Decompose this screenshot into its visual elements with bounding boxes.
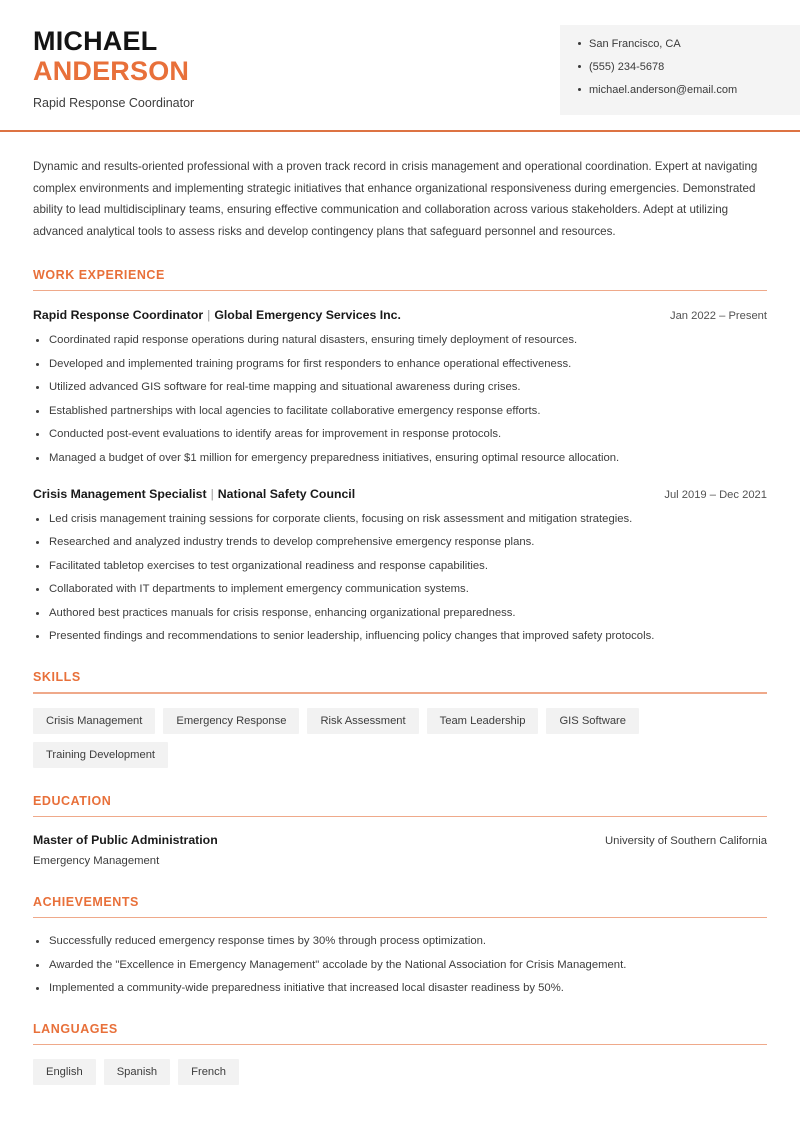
- language-chip: French: [178, 1059, 239, 1085]
- contact-panel: [560, 25, 800, 115]
- list-item: Implemented a community-wide preparedness initiative that increased local disaster readiness by 50%.: [33, 981, 767, 996]
- header-divider: [0, 130, 800, 132]
- job-role: Crisis Management Specialist: [33, 486, 207, 501]
- list-item: Utilized advanced GIS software for real-time mapping and situational awareness during crises.: [33, 380, 767, 395]
- contact-email[interactable]: michael.anderson@email.com: [578, 83, 800, 97]
- section-divider: [33, 1044, 767, 1045]
- job-dates: Jul 2019 – Dec 2021: [664, 488, 767, 501]
- education-header: [33, 832, 767, 849]
- job-header: [33, 307, 767, 324]
- education-school: University of Southern California: [605, 834, 767, 847]
- education-entry: [33, 832, 767, 869]
- language-chip: English: [33, 1059, 96, 1085]
- education-field: Emergency Management: [33, 854, 160, 867]
- list-item: Awarded the "Excellence in Emergency Management" accolade by the National Association for Crisis Management.: [33, 958, 767, 973]
- job-company: National Safety Council: [217, 486, 356, 501]
- section-education: [33, 794, 767, 869]
- achievement-list: [33, 934, 767, 996]
- contact-phone[interactable]: (555) 234-5678: [578, 60, 800, 74]
- section-title-languages: LANGUAGES: [33, 1022, 118, 1037]
- skill-chip: Training Development: [33, 742, 168, 768]
- education-degree: Master of Public Administration: [33, 832, 218, 847]
- list-item: Developed and implemented training programs for first responders to enhance operational effectiveness.: [33, 357, 767, 372]
- job-bullets: [33, 512, 767, 645]
- language-chip: Spanish: [104, 1059, 170, 1085]
- skill-chip: Crisis Management: [33, 708, 155, 734]
- identity-block: [33, 26, 194, 111]
- job-dates: Jan 2022 – Present: [669, 310, 767, 323]
- job-entry: [33, 307, 767, 466]
- list-item: Managed a budget of over $1 million for emergency preparedness initiatives, ensuring optimal resource allocation.: [33, 451, 767, 466]
- job-role: Rapid Response Coordinator: [33, 308, 204, 323]
- section-divider: [33, 816, 767, 817]
- resume-header: [0, 0, 800, 128]
- list-item: Facilitated tabletop exercises to test organizational readiness and response capabilities.: [33, 559, 767, 574]
- first-name: MICHAEL: [33, 26, 158, 56]
- section-divider: [33, 917, 767, 918]
- section-divider: [33, 692, 767, 693]
- list-item: Successfully reduced emergency response times by 30% through process optimization.: [33, 934, 767, 949]
- job-title-line: [33, 307, 401, 323]
- list-item: Conducted post-event evaluations to identify areas for improvement in response protocols.: [33, 427, 767, 442]
- contact-location: San Francisco, CA: [578, 37, 800, 51]
- job-bullets: [33, 333, 767, 466]
- skill-chip: Risk Assessment: [307, 708, 418, 734]
- list-item: Coordinated rapid response operations during natural disasters, ensuring timely deployment of resources.: [33, 333, 767, 348]
- languages-chip-list: [33, 1059, 773, 1085]
- list-item: Researched and analyzed industry trends to develop comprehensive emergency response plans.: [33, 535, 767, 550]
- job-header: [33, 486, 767, 503]
- section-work-experience: [33, 268, 767, 644]
- section-title-achievements: ACHIEVEMENTS: [33, 894, 139, 909]
- section-title-skills: SKILLS: [33, 670, 81, 685]
- professional-summary: Dynamic and results-oriented professional with a proven track record in crisis management and operational coordination. Expert at navigating complex environments and implementing strategic initiatives that enhance organizational responsiveness during emergencies. Demonstrated ability to lead multidisciplinary teams, ensuring effective communication and collaboration across various stakeholders. Adept at utilizing advanced analytical tools to assess risks and develop contingency plans that safeguard personnel and resources.: [33, 160, 758, 238]
- skills-chip-list: [33, 708, 773, 768]
- list-item: Led crisis management training sessions for corporate clients, focusing on risk assessment and mitigation strategies.: [33, 512, 767, 527]
- list-item: Collaborated with IT departments to implement emergency communication systems.: [33, 582, 767, 597]
- last-name: ANDERSON: [33, 56, 190, 86]
- list-item: Established partnerships with local agencies to facilitate collaborative emergency response efforts.: [33, 404, 767, 419]
- section-achievements: [33, 895, 767, 996]
- section-divider: [33, 290, 767, 291]
- skill-chip: GIS Software: [546, 708, 639, 734]
- skill-chip: Team Leadership: [427, 708, 539, 734]
- skill-chip: Emergency Response: [163, 708, 299, 734]
- job-separator: |: [207, 308, 211, 323]
- headline: Rapid Response Coordinator: [33, 96, 195, 110]
- section-languages: [33, 1022, 767, 1085]
- section-title-work-experience: WORK EXPERIENCE: [33, 268, 165, 282]
- list-item: Presented findings and recommendations to senior leadership, influencing policy changes that improved safety protocols.: [33, 629, 767, 644]
- list-item: Authored best practices manuals for crisis response, enhancing organizational preparedness.: [33, 606, 767, 621]
- job-entry: [33, 486, 767, 645]
- section-skills: [33, 670, 767, 767]
- job-separator: |: [210, 486, 214, 501]
- section-title-education: EDUCATION: [33, 793, 112, 808]
- job-company: Global Emergency Services Inc.: [214, 308, 401, 323]
- job-title-line: [33, 486, 355, 502]
- resume-body: [0, 156, 800, 1085]
